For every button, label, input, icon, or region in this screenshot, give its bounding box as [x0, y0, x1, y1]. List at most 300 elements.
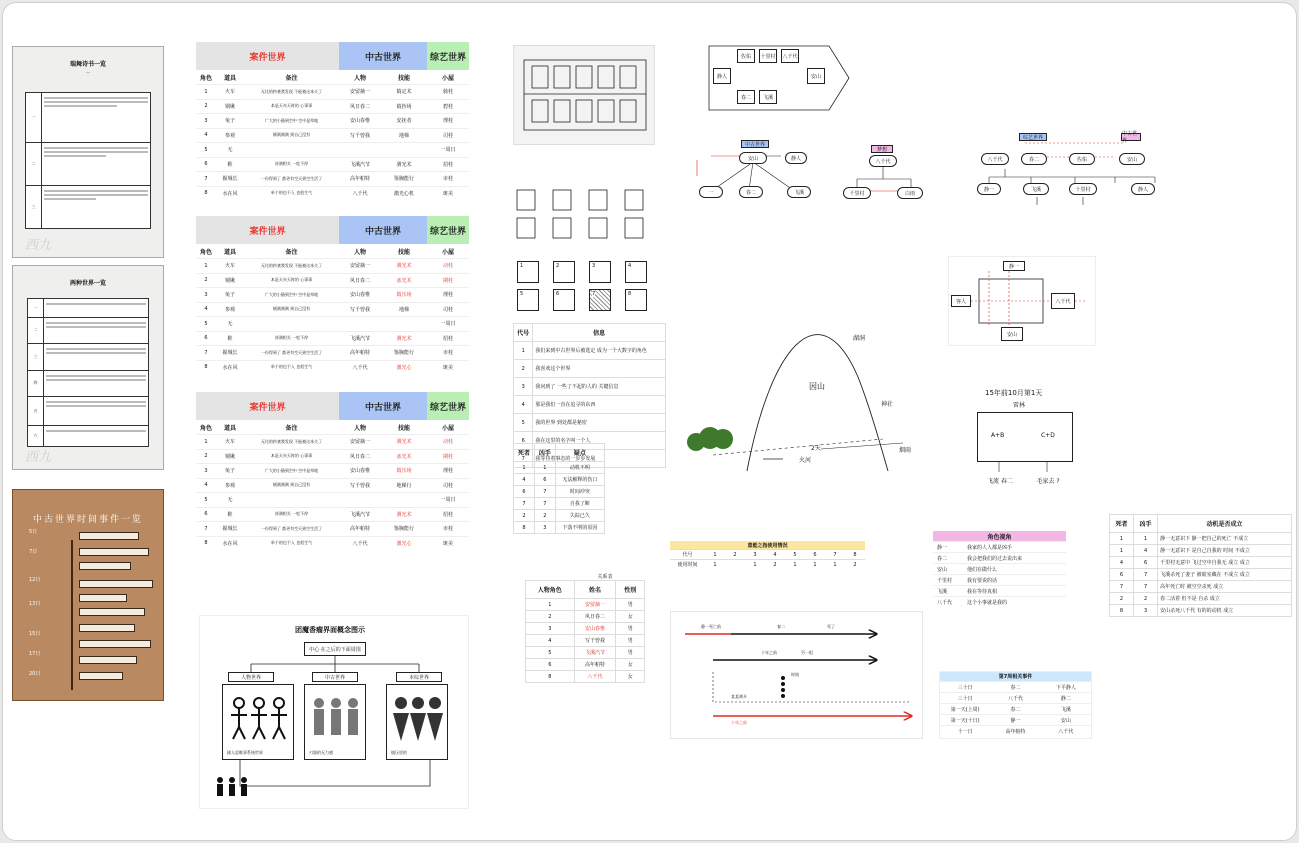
table-cell: 时间冲突 — [555, 486, 604, 498]
header-row — [526, 581, 645, 599]
cell-note: 本是天亦天时的 心事事 — [270, 103, 313, 109]
whiteboard-canvas[interactable] — [2, 2, 1297, 841]
cell-skill: 冰光术 — [396, 453, 412, 460]
cell-skill: 鉴胸能行 — [393, 350, 414, 357]
column-header: 动机是否成立 — [1158, 515, 1292, 533]
column-header: 小屋 — [441, 248, 454, 256]
cell-note: 铺满满满 到自己没有 — [272, 132, 311, 138]
mountain-diagram[interactable]: 因山 湖洞 神社 2天 火河 烟雨 — [683, 315, 918, 475]
cell-note: 无比的抄袭我发现 不能被这本火了 — [260, 262, 323, 268]
cell-item: 鞋 — [227, 335, 233, 342]
table-row[interactable]: 静一 我家的人人都是凶手 — [933, 541, 1066, 552]
case-table-2[interactable] — [196, 216, 469, 374]
cell-item: 钢锹 — [224, 453, 235, 460]
cell-skill: 镇定术 — [396, 89, 412, 96]
column-header: 备注 — [285, 74, 298, 82]
table-row[interactable]: 安山 他们在做什么 — [933, 563, 1066, 574]
flow-top-box: 中心 在之后的下面周围 — [304, 642, 366, 656]
table-cell: 男 — [616, 647, 645, 659]
table-row[interactable] — [514, 522, 605, 534]
timeline-axis — [71, 540, 73, 690]
table-cell: 1 — [534, 462, 555, 474]
cell-note: 无比的抄袭我发现 不能被这本火了 — [260, 88, 323, 94]
table-cell: 1 — [514, 342, 533, 360]
table-row[interactable]: 春二 我会把我们的过去说出来 — [933, 552, 1066, 563]
cell-role: 6 — [204, 511, 208, 518]
flow-title: 团魔香瘤界面概念图示 — [295, 626, 365, 634]
table-cell: 我在这里的名字叫一个人 — [533, 432, 666, 450]
roles-small-table[interactable]: 关系表 人物角色 姓名 性别 1 安留摘一 男 2 风日春二 女 3 安山春惟 男 4 写千曾我 男 5 飞溪汽节 男 6 高年帕特 女 8 八千代 女 — [525, 573, 645, 683]
table-cell: 男 — [616, 623, 645, 635]
table-cell: 写千曾我 — [574, 635, 616, 647]
cell-room: 招桂 — [442, 335, 453, 342]
floorplan-photo[interactable] — [513, 45, 655, 145]
table-row[interactable] — [514, 342, 666, 360]
cell-room: 招桂 — [442, 511, 453, 518]
table-cell: 6 — [1134, 557, 1158, 569]
cell-room: 司桂 — [442, 132, 453, 139]
table-row[interactable] — [1110, 581, 1292, 593]
table-cell: 飞溪杀死了妻子 被暗室藏在 不成立 成立 — [1158, 569, 1292, 581]
table-cell: 3 — [534, 522, 555, 534]
cell-person: 高年帕特 — [349, 350, 370, 357]
table-row[interactable] — [196, 434, 469, 449]
case-table-3[interactable] — [196, 392, 469, 550]
cell-note: 铺满满满 到自己没有 — [272, 482, 311, 488]
cell-role: 5 — [204, 320, 208, 327]
table-row[interactable] — [196, 302, 469, 317]
header-row — [514, 324, 666, 342]
cell-room: 招桂 — [442, 161, 453, 168]
variety-world-header: 综艺世界 — [427, 392, 469, 420]
cell-room: 期桂 — [442, 277, 453, 284]
table-row[interactable] — [526, 671, 645, 683]
cell-room: 司桂 — [442, 482, 453, 489]
table-cell: 4 — [514, 474, 535, 486]
table — [513, 443, 605, 534]
cell-skill: 驯光术 — [396, 161, 412, 168]
column-header: 备注 — [285, 248, 298, 256]
cell-item: 无 — [227, 147, 233, 154]
table-row[interactable] — [196, 449, 469, 464]
doc2-body: 一 二 三 四 五 六 — [27, 298, 149, 447]
case-world-header: 案件世界 — [196, 42, 339, 70]
cell-room: 斑美 — [442, 364, 453, 371]
table-row[interactable] — [196, 84, 469, 99]
cell-skill: 激光心机 — [393, 190, 414, 197]
cell-role: 4 — [204, 306, 208, 313]
column-header: 凶手 — [1134, 515, 1158, 533]
table-row[interactable] — [1110, 545, 1292, 557]
table-cell: 7 — [514, 450, 533, 468]
cell-person: 飞溪汽节 — [349, 161, 370, 168]
case-world-header: 案件世界 — [196, 392, 339, 420]
table-row[interactable] — [196, 345, 469, 360]
table-row[interactable] — [1110, 593, 1292, 605]
cell-person: 安留摘一 — [349, 263, 370, 270]
cell-person: 安山春惟 — [349, 468, 370, 475]
relation-graph-dream[interactable]: 梦想 八千代 千里村 白雨 — [839, 143, 929, 205]
header-row — [514, 444, 605, 462]
cell-item: 火车 — [224, 89, 235, 96]
ship-layout[interactable]: 佐佑 十里村 八千代 静人 春二 飞溪 安山 — [707, 44, 850, 112]
cell-item: 火车 — [224, 439, 235, 446]
table-row[interactable] — [196, 463, 469, 478]
cell-skill: 地梯 — [398, 132, 409, 139]
table-row[interactable]: 第一天(十日) 静一 安山 — [940, 714, 1091, 725]
relation-graph-medieval[interactable]: 中古世界 安山 静人 一 春二 飞溪 — [693, 136, 823, 206]
cell-role: 5 — [204, 496, 208, 503]
column-header: 小屋 — [441, 424, 454, 432]
cell-skill: 鉴胸能行 — [393, 176, 414, 183]
table — [525, 580, 645, 683]
table-cell: 安山春惟 — [574, 623, 616, 635]
table-cell: 8 — [1110, 605, 1134, 617]
table-row[interactable]: 三十日 春二 下平静人 — [940, 681, 1091, 692]
doc1-body: 一 二 三 — [25, 92, 151, 229]
cell-skill: 鉴胸能行 — [393, 526, 414, 533]
table-cell: 3 — [526, 623, 575, 635]
column-header: 备注 — [285, 424, 298, 432]
table-cell: 1 — [1110, 545, 1134, 557]
cell-item: 水在风 — [222, 190, 238, 197]
column-headers — [196, 244, 469, 258]
doc-thumbnail-2[interactable] — [12, 265, 164, 470]
table-row[interactable] — [196, 478, 469, 493]
table-row[interactable] — [514, 414, 666, 432]
column-header: 角色 — [199, 424, 212, 432]
table-cell: 6 — [514, 432, 533, 450]
role-thoughts-title: 角色视角 — [933, 531, 1066, 541]
cell-room: 市桂 — [442, 526, 453, 533]
table-row[interactable] — [526, 647, 645, 659]
table-cell: 高年死亡时 被空空杀死 成立 — [1158, 581, 1292, 593]
cell-role: 7 — [204, 175, 208, 182]
cell-role: 2 — [204, 453, 208, 460]
table-cell: 2 — [534, 510, 555, 522]
cell-person: 风日春二 — [349, 453, 370, 460]
cell-role: 3 — [204, 467, 208, 474]
table-row[interactable] — [196, 273, 469, 288]
table-cell: 7 — [1134, 569, 1158, 581]
table-row[interactable]: 三十日 八千代 静二 — [940, 692, 1091, 703]
cell-person: 写千曾我 — [349, 482, 370, 489]
table-cell: 7 — [514, 498, 535, 510]
fifteen-years-diagram[interactable]: 15年前10月第1天 雷林 A+B C+D 飞流 春二 毛家去 ? — [965, 388, 1087, 498]
cell-item: 鞋 — [227, 161, 233, 168]
cell-person: 写千曾我 — [349, 132, 370, 139]
cell-note: 本是天亦天时的 心事事 — [270, 277, 313, 283]
table-row[interactable] — [1110, 605, 1292, 617]
table-cell: 1 — [1110, 533, 1134, 545]
arrow-timeline[interactable]: 静一死亡前 春二 死了 十年之前 另一组 某某离开 时间 十年之前 — [670, 611, 923, 739]
events-table[interactable] — [939, 671, 1092, 739]
cell-item: 参观 — [224, 132, 235, 139]
cell-note: 一份得到了 都更有空天到空生活了 — [260, 525, 323, 531]
cell-note: 广大的小猫到空中 空中是草地 — [264, 467, 319, 473]
cell-skill: 激光心 — [396, 364, 412, 371]
column-header: 人物角色 — [526, 581, 575, 599]
cell-skill: 地梯 — [398, 306, 409, 313]
cell-skill: 安抚者 — [396, 118, 412, 125]
table-cell: 千里村无意中 飞过空中自我无 成立 成立 — [1158, 557, 1292, 569]
cell-person: 安留摘一 — [349, 89, 370, 96]
cell-note: 广大的小猫到空中 空中是草地 — [264, 117, 319, 123]
doc2-watermark: 西九 — [25, 450, 52, 465]
column-header: 角色 — [199, 248, 212, 256]
timeline-thumbnail[interactable]: 中古世界时间事件一览 5日 7日 12日 13日 15日 17日 20日 — [12, 489, 164, 701]
cell-item: 鞋 — [227, 511, 233, 518]
cell-item: 参观 — [224, 306, 235, 313]
cross-diagram[interactable]: 静一 客人 八千代 安山 — [948, 256, 1096, 346]
room-grid-2[interactable]: 1 2 3 4 5 6 7 8 — [513, 259, 655, 319]
table-row[interactable] — [526, 599, 645, 611]
cell-room: 理桂 — [442, 468, 453, 475]
table-row[interactable] — [196, 316, 469, 331]
cell-note: 一份得到了 都更有空天到空生活了 — [260, 175, 323, 181]
cell-person: 风日春二 — [349, 277, 370, 284]
table-cell: 3 — [1134, 605, 1158, 617]
table — [1109, 514, 1292, 617]
cell-person: 安留摘一 — [349, 439, 370, 446]
usage-row: 代号 1 2 3 4 5 6 7 8 — [670, 549, 865, 559]
table-row[interactable] — [514, 396, 666, 414]
table-cell: 男 — [616, 599, 645, 611]
cell-person: 高年帕特 — [349, 526, 370, 533]
cell-room: 一周日 — [440, 497, 456, 504]
cell-item: 兔子 — [224, 292, 235, 299]
cell-person: 飞溪汽节 — [349, 511, 370, 518]
table-cell: 安留摘一 — [574, 599, 616, 611]
table-cell: 4 — [526, 635, 575, 647]
table-cell: 4 — [1134, 545, 1158, 557]
table-row[interactable]: 千里村 我有要说的话 — [933, 574, 1066, 585]
cell-item: 握城长 — [222, 176, 238, 183]
cell-room: 司桂 — [442, 306, 453, 313]
cell-item: 参观 — [224, 482, 235, 489]
table-row[interactable] — [196, 536, 469, 551]
doc1-title: 瑞舞诗书一览 — [69, 61, 106, 68]
role-thoughts-table[interactable] — [933, 531, 1066, 611]
table-cell: 女 — [616, 671, 645, 683]
table-cell: 1 — [514, 462, 535, 474]
table-row[interactable] — [514, 462, 605, 474]
usage-table[interactable] — [670, 541, 865, 571]
table-cell: 八千代 — [574, 671, 616, 683]
table-row[interactable] — [196, 521, 469, 536]
table-row[interactable] — [1110, 557, 1292, 569]
table-cell: 那是我们一直在追寻的东西 — [533, 396, 666, 414]
cell-room: 斑美 — [442, 190, 453, 197]
cell-note: 单个的也不入 也很生气 — [270, 190, 313, 196]
cell-note: 单个的也不入 也很生气 — [270, 364, 313, 370]
cell-role: 8 — [204, 364, 208, 371]
table-cell: 8 — [514, 522, 535, 534]
cell-role: 1 — [204, 88, 208, 95]
table-cell: 风日春二 — [574, 611, 616, 623]
table-cell: 2 — [526, 611, 575, 623]
room-grid-1[interactable] — [513, 184, 655, 244]
cell-role: 4 — [204, 482, 208, 489]
table-row[interactable] — [196, 258, 469, 273]
variety-world-header: 综艺世界 — [427, 216, 469, 244]
cell-note: 铺满满满 到自己没有 — [272, 306, 311, 312]
table-row[interactable] — [196, 99, 469, 114]
cell-item: 无 — [227, 497, 233, 504]
table-row[interactable] — [196, 113, 469, 128]
relation-graph-variety[interactable]: 综艺世界 中古世界 八千代 春二 佐佑 安山 静一 飞溪 十里村 静人 — [975, 131, 1175, 209]
cell-note: 皆满相关 一吃不停 — [274, 335, 309, 341]
table-row[interactable] — [514, 474, 605, 486]
table-row[interactable] — [196, 331, 469, 346]
cell-item: 水在风 — [222, 364, 238, 371]
column-header: 技能 — [397, 248, 410, 256]
table-cell: 我们来到中古世界后被选定 成为一个大数字的角色 — [533, 342, 666, 360]
table-cell: 7 — [1110, 581, 1134, 593]
table-row[interactable] — [196, 360, 469, 375]
column-header: 人物 — [353, 424, 366, 432]
cell-role: 6 — [204, 161, 208, 168]
column-header: 道具 — [223, 424, 236, 432]
table-cell: 我喜欢这个世界 — [533, 360, 666, 378]
cell-role: 5 — [204, 146, 208, 153]
table-row[interactable] — [196, 142, 469, 157]
column-header: 道具 — [223, 248, 236, 256]
table-cell: 无法解释的伤口 — [555, 474, 604, 486]
table-cell: 5 — [526, 647, 575, 659]
table-row[interactable] — [526, 611, 645, 623]
table-cell: 静一无意识下 是自己自我的 时间 不成立 — [1158, 545, 1292, 557]
cell-role: 3 — [204, 117, 208, 124]
column-header: 信息 — [533, 324, 666, 342]
doc-thumbnail-1[interactable]: 瑞舞诗书一览 — 一 二 三 西九 — [12, 46, 164, 258]
table-cell: 8 — [526, 671, 575, 683]
table-row[interactable] — [196, 171, 469, 186]
table-cell: 6 — [1110, 569, 1134, 581]
cell-room: 骑桂 — [442, 89, 453, 96]
cell-skill: 激光心 — [396, 540, 412, 547]
flow-branch-3: 本综世界 — [396, 672, 442, 682]
variety-world-header: 综艺世界 — [427, 42, 469, 70]
table-row[interactable] — [526, 659, 645, 671]
table-row[interactable]: 八千代 这个小事就是我的 — [933, 596, 1066, 607]
column-header: 代号 — [514, 324, 533, 342]
flow-branch-2: 中古世界 — [312, 672, 358, 682]
big-deaths-table[interactable] — [1109, 514, 1292, 617]
table-row[interactable] — [196, 492, 469, 507]
column-header: 技能 — [397, 74, 410, 82]
cell-person: 飞溪汽节 — [349, 335, 370, 342]
cell-skill: 镇抄场 — [396, 103, 412, 110]
table-cell: 6 — [534, 474, 555, 486]
table-cell: 4 — [1110, 557, 1134, 569]
medieval-world-header: 中古世界 — [339, 392, 427, 420]
table-row[interactable] — [514, 498, 605, 510]
cell-person: 八千代 — [352, 190, 368, 197]
flow-panel-1: 剧人思维事系统世界 — [222, 684, 294, 760]
table-row[interactable]: 飞溪 我在等待真相 — [933, 585, 1066, 596]
flow-diagram[interactable] — [199, 615, 469, 809]
cell-room: 斑美 — [442, 540, 453, 547]
table-cell: 5 — [514, 414, 533, 432]
table-row[interactable] — [196, 507, 469, 522]
cell-room: 期桂 — [442, 453, 453, 460]
table-row[interactable]: 第一天(上周) 春二 飞溪 — [940, 703, 1091, 714]
cell-note: 广大的小猫到空中 空中是草地 — [264, 291, 319, 297]
table-row[interactable] — [514, 360, 666, 378]
cell-room: 市桂 — [442, 176, 453, 183]
column-header: 小屋 — [441, 74, 454, 82]
table-row[interactable] — [514, 378, 666, 396]
cell-item: 握城长 — [222, 350, 238, 357]
cell-skill: 驯光术 — [396, 335, 412, 342]
table-row[interactable] — [196, 287, 469, 302]
flow-branch-1: 人物世界 — [228, 672, 274, 682]
cell-role: 2 — [204, 277, 208, 284]
cell-skill: 驯光术 — [396, 511, 412, 518]
cell-skill: 镇压场 — [396, 468, 412, 475]
case-table-1[interactable] — [196, 42, 469, 200]
cell-room: 碧桂 — [442, 103, 453, 110]
table-cell: 男 — [616, 635, 645, 647]
table-row[interactable] — [196, 157, 469, 172]
table-cell: 1 — [1134, 533, 1158, 545]
cell-note: 皆满相关 一吃不停 — [274, 161, 309, 167]
medieval-world-header: 中古世界 — [339, 42, 427, 70]
table-row[interactable] — [1110, 569, 1292, 581]
cell-room: 市桂 — [442, 350, 453, 357]
header-row — [1110, 515, 1292, 533]
table-row[interactable] — [1110, 533, 1292, 545]
table-cell: 下落不明的原因 — [555, 522, 604, 534]
cell-role: 8 — [204, 190, 208, 197]
table-row[interactable] — [196, 128, 469, 143]
cell-role: 4 — [204, 132, 208, 139]
cell-item: 火车 — [224, 263, 235, 270]
cell-note: 无比的抄袭我发现 不能被这本火了 — [260, 438, 323, 444]
cell-room: 理桂 — [442, 292, 453, 299]
table-cell: 2 — [514, 510, 535, 522]
cell-item: 兔子 — [224, 468, 235, 475]
table-cell: 2 — [514, 360, 533, 378]
column-header: 人物 — [353, 248, 366, 256]
table-cell: 春二活着 但不是 自杀 成立 — [1158, 593, 1292, 605]
table-row[interactable] — [526, 623, 645, 635]
table-row[interactable] — [196, 186, 469, 201]
column-header: 死者 — [1110, 515, 1134, 533]
cell-skill: 驯光术 — [396, 263, 412, 270]
cell-person: 八千代 — [352, 540, 368, 547]
table-row[interactable]: 十一日 高年帕特 八千代 — [940, 725, 1091, 736]
table-row[interactable] — [514, 510, 605, 522]
table-cell: 动机不明 — [555, 462, 604, 474]
cell-item: 无 — [227, 321, 233, 328]
cell-person: 高年帕特 — [349, 176, 370, 183]
cell-skill: 镇压场 — [396, 292, 412, 299]
table-row[interactable] — [514, 486, 605, 498]
table-cell: 失踪已久 — [555, 510, 604, 522]
deaths-small-table[interactable] — [513, 443, 605, 534]
cell-item: 水在风 — [222, 540, 238, 547]
column-header: 死者 — [514, 444, 535, 462]
table-cell: 7 — [534, 498, 555, 510]
table-cell: 我问到了 一些了不起的人的 关键信息 — [533, 378, 666, 396]
cell-role: 1 — [204, 438, 208, 445]
cell-item: 钢锹 — [224, 277, 235, 284]
table-row[interactable] — [526, 635, 645, 647]
table-cell: 2 — [1110, 593, 1134, 605]
cell-room: 理桂 — [442, 118, 453, 125]
